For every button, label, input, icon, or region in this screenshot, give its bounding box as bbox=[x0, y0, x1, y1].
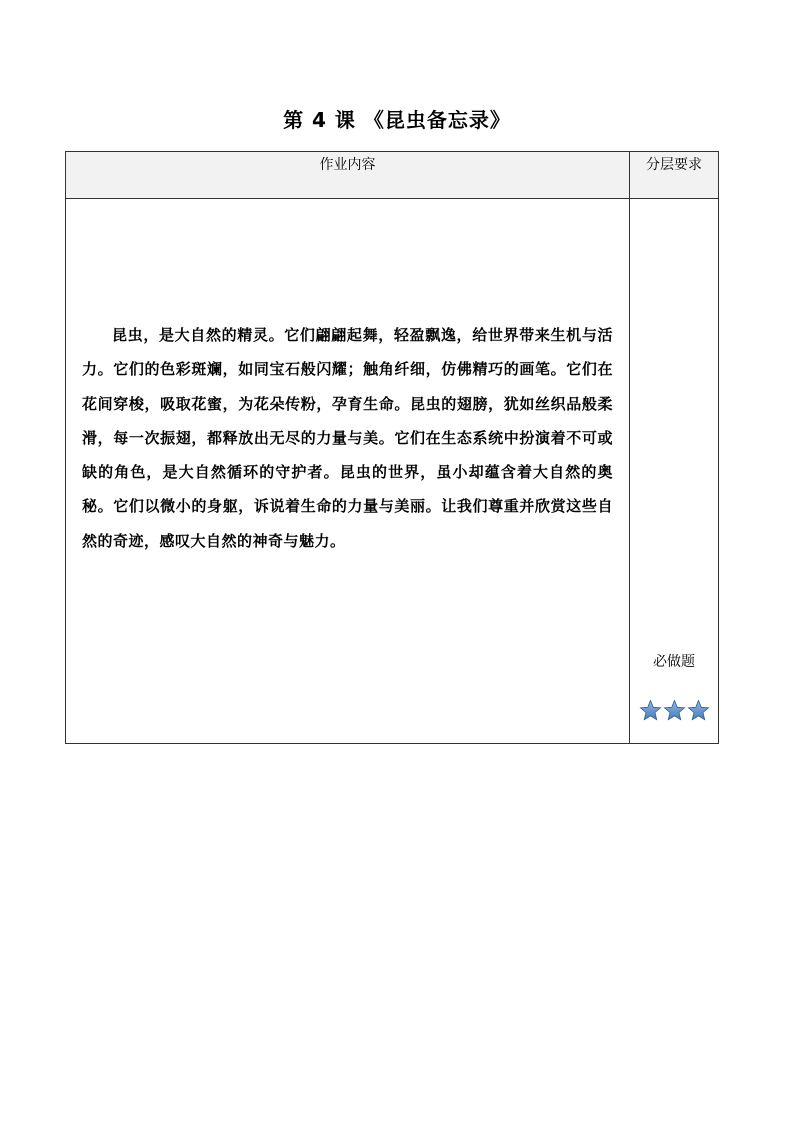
requirement-cell bbox=[630, 199, 719, 744]
passage-text: 昆虫，是大自然的精灵。它们翩翩起舞，轻盈飘逸，给世界带来生机与活力。它们的色彩斑斓，如同宝石般闪耀；触角纤细，仿佛精巧的画笔。它们在花间穿梭，吸取花蜜，为花朵传粉，孕育生命。昆虫的翅膀，犹如丝织品般柔滑，每一次振翅，都释放出无尽的力量与美。它们在生态系统中扮演着不可或缺的角色，是大自然循环的守护者。昆虫的世界，虽小却蕴含着大自然的奥秘。它们以微小的身躯，诉说着生命的力量与美丽。让我们尊重并欣赏这些自然的奇迹，感叹大自然的神奇与魅力。 bbox=[82, 326, 613, 550]
content-header-label: 作业内容 bbox=[319, 157, 376, 173]
page-title: 第 4 课 《昆虫备忘录》 bbox=[283, 108, 511, 132]
star-icon bbox=[687, 699, 710, 722]
star-icon bbox=[639, 699, 662, 722]
difficulty-stars bbox=[639, 699, 710, 722]
content-cell bbox=[66, 199, 630, 744]
table-body-row bbox=[66, 199, 719, 744]
table-header-row bbox=[66, 152, 719, 199]
star-icon bbox=[663, 699, 686, 722]
requirement-header-label: 分层要求 bbox=[646, 157, 702, 173]
requirement-header-cell bbox=[630, 152, 719, 199]
homework-table bbox=[65, 151, 719, 744]
content-header-cell bbox=[66, 152, 630, 199]
requirement-label: 必做题 bbox=[653, 654, 695, 670]
